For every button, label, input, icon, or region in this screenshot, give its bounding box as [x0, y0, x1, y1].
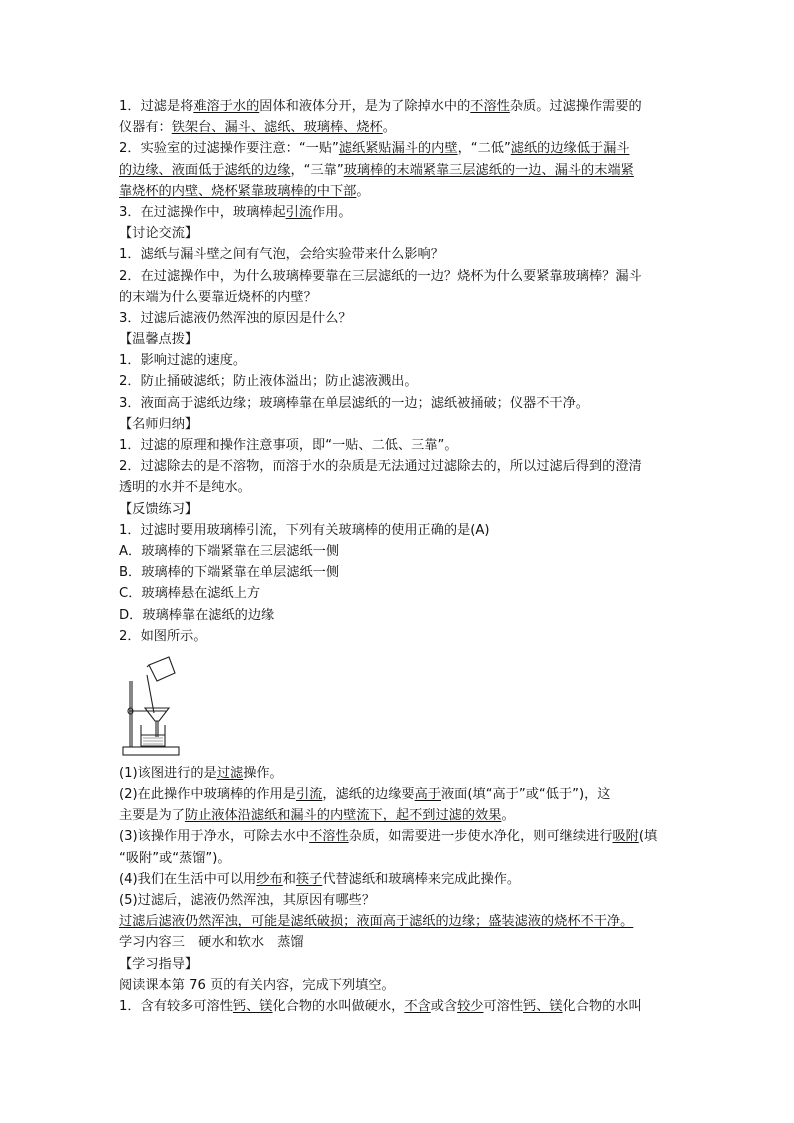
tip-item: 3．液面高于滤纸边缘；玻璃棒靠在单层滤纸的一边；滤纸被捅破；仪器不干净。 [119, 395, 589, 411]
practice-option: B．玻璃棒的下端紧靠在单层滤纸一侧 [119, 565, 340, 581]
practice-option: A．玻璃棒的下端紧靠在三层滤纸一侧 [119, 543, 340, 559]
discussion-question: 3．过滤后滤液仍然浑浊的原因是什么？ [119, 310, 352, 326]
figure-question: (1)该图进行的是过滤操作。 [119, 765, 283, 781]
filtration-definition-line: 1．过滤是将难溶于水的固体和液体分开，是为了除掉水中的不溶性杂质。过滤操作需要的 [119, 99, 642, 114]
section-title: 学习内容三 硬水和软水 蒸馏 [119, 935, 304, 951]
answer-blank: 不溶性 [470, 99, 510, 114]
answer-blank: 较少 [457, 998, 484, 1014]
answer-blank: 不溶性 [309, 829, 349, 845]
hard-water-definition-line: 1．含有较多可溶性钙、镁化合物的水叫做硬水，不含或含较少可溶性钙、镁化合物的水叫 [119, 998, 642, 1014]
section-heading: 【学习指导】 [119, 956, 199, 972]
practice-option: C．玻璃棒悬在滤纸上方 [119, 586, 261, 602]
summary-item: 透明的水并不是纯水。 [119, 480, 251, 496]
figure-question: (2)在此操作中玻璃棒的作用是引流，滤纸的边缘要高于液面(填“高于”或“低于”)，这 [119, 787, 611, 803]
section-heading: 【反馈练习】 [119, 501, 199, 517]
answer-blank: 防止液体沿滤纸和漏斗的内壁流下，起不到过滤的效果 [184, 808, 502, 824]
answer-blank: 滤纸紧贴漏斗的内壁 [338, 141, 458, 157]
discussion-question: 1．滤纸与漏斗壁之间有气泡，会给实验带来什么影响？ [119, 247, 444, 263]
answer-blank: 难溶于水的 [193, 99, 260, 114]
section-heading: 【名师归纳】 [119, 416, 199, 432]
summary-item: 1．过滤的原理和操作注意事项，即“一贴、二低、三靠”。 [119, 438, 458, 453]
summary-item: 2．过滤除去的是不溶物，而溶于水的杂质是无法通过过滤除去的，所以过滤后得到的澄清 [119, 459, 642, 475]
figure-question: (3)该操作用于净水，可除去水中不溶性杂质，如需要进一步使水净化，则可继续进行吸附(填 [119, 829, 658, 845]
guide-text: 阅读课本第 76 页的有关内容，完成下列填空。 [119, 977, 395, 993]
practice-option: D．玻璃棒靠在滤纸的边缘 [119, 607, 275, 623]
figure-question: (4)我们在生活中可以用纱布和筷子代替滤纸和玻璃棒来完成此操作。 [119, 871, 521, 887]
section-heading: 【温馨点拨】 [119, 332, 199, 348]
tip-item: 2．防止捅破滤纸；防止液体溢出；防止滤液溅出。 [119, 374, 418, 390]
figure-question: “吸附”或“蒸馏”)。 [119, 850, 231, 866]
figure-question: (5)过滤后，滤液仍然浑浊，其原因有哪些？ [119, 893, 376, 908]
filtration-instruments-line: 仪器有：铁架台、漏斗、滤纸、玻璃棒、烧杯。 [119, 120, 396, 136]
discussion-question: 2．在过滤操作中，为什么玻璃棒要靠在三层滤纸的一边？烧杯为什么要紧靠玻璃棒？漏斗 [119, 268, 642, 284]
pouring-beaker [149, 657, 175, 681]
answer-blank: 高于 [414, 787, 441, 803]
filtration-notes-line: 的边缘、液面低于滤纸的边缘，“三靠”玻璃棒的末端紧靠三层滤纸的一边、漏斗的末端紧 [119, 162, 634, 178]
glass-rod [147, 675, 154, 713]
answer-blank: 玻璃棒的末端紧靠三层滤纸的一边、漏斗的末端紧 [343, 162, 634, 178]
discussion-question: 的末端为什么要靠近烧杯的内壁？ [119, 289, 317, 305]
section-heading: 【讨论交流】 [119, 226, 199, 242]
filtration-notes-line: 靠烧杯的内壁、烧杯紧靠玻璃棒的中下部。 [119, 183, 370, 199]
figure-question: 主要是为了防止液体沿滤纸和漏斗的内壁流下，起不到过滤的效果。 [119, 808, 515, 824]
answer-blank: 钙、镁 [232, 998, 273, 1014]
answer-blank: 不含 [404, 998, 431, 1014]
filtration-notes-line: 2．实验室的过滤操作要注意：“一贴”滤纸紧贴漏斗的内壁，“二低”滤纸的边缘低于漏斗 [119, 141, 630, 157]
document-page [119, 96, 679, 1017]
practice-question: 2．如图所示。 [119, 628, 207, 644]
answer-blank: 靠烧杯的内壁、烧杯紧靠玻璃棒的中下部 [119, 183, 357, 199]
answer-blank: 滤纸的边缘低于漏斗 [510, 141, 630, 157]
answer-blank: 铁架台、漏斗、滤纸、玻璃棒、烧杯 [171, 120, 383, 136]
tip-item: 1．影响过滤的速度。 [119, 353, 247, 369]
answer-blank: 筷子 [295, 871, 323, 887]
filtration-apparatus-figure [119, 647, 679, 763]
answer-blank: 纱布 [256, 871, 283, 887]
practice-question: 1．过滤时要用玻璃棒引流，下列有关玻璃棒的使用正确的是(A) [119, 522, 490, 538]
answer-blank: 引流 [285, 204, 313, 220]
funnel [145, 708, 169, 721]
answer-blank: 过滤后滤液仍然浑浊，可能是滤纸破损；液面高于滤纸的边缘；盛装滤液的烧杯不干净。 [119, 914, 634, 930]
answer-blank: 钙、镁 [523, 998, 563, 1014]
answer-blank: 的边缘、液面低于滤纸的边缘 [119, 162, 291, 178]
answer-blank: 吸附 [612, 829, 639, 845]
stand-base [123, 747, 179, 755]
answer-blank: 过滤 [216, 765, 244, 781]
glass-rod-role-line: 3．在过滤操作中，玻璃棒起引流作用。 [119, 204, 352, 220]
filtration-apparatus-diagram [121, 651, 183, 761]
answer-blank: 引流 [295, 787, 323, 803]
